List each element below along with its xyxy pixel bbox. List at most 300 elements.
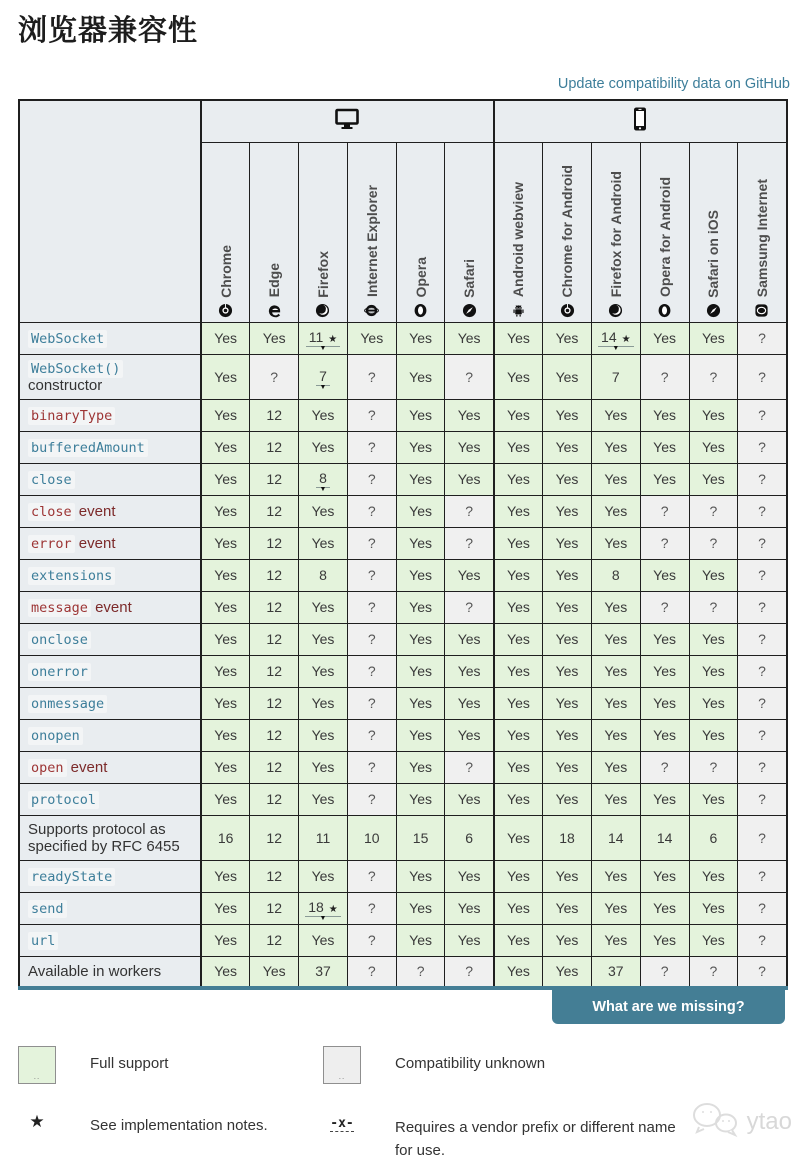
compat-cell: 12 [250, 623, 299, 655]
compat-cell: Yes [299, 751, 348, 783]
compat-cell: Yes [201, 527, 250, 559]
compat-cell: 12 [250, 655, 299, 687]
notes-expand-icon: ▼ [319, 345, 327, 352]
compat-cell: Yes [396, 399, 445, 431]
compat-cell: ? [738, 687, 787, 719]
browser-column-header [738, 142, 787, 322]
compat-cell: Yes [494, 655, 543, 687]
compat-cell: Yes [201, 655, 250, 687]
compat-cell: ? [738, 431, 787, 463]
compat-cell: 10 [347, 815, 396, 860]
compat-cell: Yes [201, 892, 250, 924]
compat-cell: Yes [396, 623, 445, 655]
compat-cell: 8 [591, 559, 640, 591]
compat-cell: Yes [396, 751, 445, 783]
compat-cell: Yes [396, 559, 445, 591]
opera-icon [657, 303, 672, 318]
row-label[interactable]: open event [19, 751, 201, 783]
browser-column-header [689, 142, 738, 322]
desktop-icon [335, 117, 359, 134]
table-row [19, 655, 787, 687]
compat-cell: Yes [640, 623, 689, 655]
compat-cell: Yes [494, 956, 543, 988]
table-row [19, 559, 787, 591]
compat-cell: ? [738, 559, 787, 591]
compat-cell: 12 [250, 495, 299, 527]
compat-cell: Yes [396, 354, 445, 399]
compat-cell: Yes [689, 463, 738, 495]
compat-cell: Yes [201, 956, 250, 988]
compat-cell: Yes [591, 751, 640, 783]
watermark [689, 1099, 792, 1144]
browser-name: Samsung Internet [753, 179, 770, 298]
compat-cell: Yes [445, 399, 494, 431]
compat-cell: ? [250, 354, 299, 399]
legend-item-vendor-prefix [323, 1108, 695, 1162]
row-label[interactable]: binaryType [19, 399, 201, 431]
table-row [19, 527, 787, 559]
legend-item-notes [18, 1108, 323, 1134]
compat-cell: ? [347, 860, 396, 892]
row-label[interactable]: close event [19, 495, 201, 527]
compat-cell: ? [738, 354, 787, 399]
row-label[interactable]: protocol [19, 783, 201, 815]
compat-cell: Yes [494, 751, 543, 783]
browser-name: Android webview [510, 182, 527, 298]
compat-cell: 12 [250, 527, 299, 559]
legend-item-unknown [323, 1046, 545, 1084]
row-label[interactable]: WebSocket [19, 322, 201, 354]
compat-cell: Yes [201, 924, 250, 956]
legend [18, 1046, 790, 1162]
compat-cell: Yes [543, 956, 592, 988]
compat-cell: Yes [543, 860, 592, 892]
compat-cell: Yes [201, 719, 250, 751]
compat-cell: ? [738, 892, 787, 924]
mobile-icon [633, 118, 647, 135]
table-row [19, 687, 787, 719]
table-row [19, 751, 787, 783]
compat-cell: 12 [250, 399, 299, 431]
compat-cell: Yes [689, 431, 738, 463]
compat-cell: ? [347, 623, 396, 655]
row-label[interactable]: message event [19, 591, 201, 623]
compat-cell: ? [347, 892, 396, 924]
compat-cell: Yes [445, 924, 494, 956]
compat-cell: Yes [396, 431, 445, 463]
notes-expand-icon: ▼ [612, 345, 620, 352]
compat-cell: Yes [543, 591, 592, 623]
compat-cell: ? [347, 399, 396, 431]
compat-cell: 37 [591, 956, 640, 988]
compat-cell: ? [347, 431, 396, 463]
compat-cell: Yes [299, 687, 348, 719]
compat-cell: 37 [299, 956, 348, 988]
compat-cell: Yes [396, 924, 445, 956]
compat-cell: Yes [591, 783, 640, 815]
compat-cell: ? [738, 399, 787, 431]
browser-name: Internet Explorer [363, 185, 380, 298]
compat-cell: Yes [494, 783, 543, 815]
legend-label: See implementation notes. [90, 1117, 268, 1134]
browser-name: Safari [461, 258, 478, 298]
compat-cell: 6 [445, 815, 494, 860]
compat-cell: Yes [201, 463, 250, 495]
compat-cell: Yes [591, 687, 640, 719]
compat-cell: Yes [591, 431, 640, 463]
compat-cell: ? [738, 815, 787, 860]
browser-name: Safari on iOS [705, 209, 722, 298]
browser-column-header [299, 142, 348, 322]
compat-cell: Yes [201, 559, 250, 591]
compat-cell: Yes [201, 399, 250, 431]
compat-cell: ? [640, 591, 689, 623]
compat-cell: Yes [494, 815, 543, 860]
compat-cell: Yes [494, 399, 543, 431]
compat-cell: 12 [250, 431, 299, 463]
notes-expand-icon: ▼ [319, 383, 327, 391]
compat-cell[interactable]: 18 ★ ▼ [299, 892, 348, 924]
compat-cell: ? [445, 495, 494, 527]
table-row [19, 495, 787, 527]
compat-cell: Yes [445, 431, 494, 463]
compat-cell: ? [347, 655, 396, 687]
browser-column-header [201, 142, 250, 322]
compat-cell: Yes [494, 924, 543, 956]
compat-cell: Yes [543, 322, 592, 354]
compat-cell: 12 [250, 751, 299, 783]
note-star-icon: ★ [328, 904, 338, 915]
compat-cell: Yes [591, 655, 640, 687]
compat-cell: ? [347, 495, 396, 527]
compat-cell: Yes [640, 924, 689, 956]
compat-cell: 7 [591, 354, 640, 399]
compat-cell: Yes [299, 783, 348, 815]
compat-cell: Yes [591, 591, 640, 623]
compat-cell: Yes [543, 527, 592, 559]
compat-cell: ? [396, 956, 445, 988]
desktop-header-cell [201, 100, 494, 142]
compat-cell: Yes [494, 623, 543, 655]
table-row [19, 399, 787, 431]
compat-cell: ? [738, 591, 787, 623]
compat-cell: Yes [640, 322, 689, 354]
row-label[interactable]: onclose [19, 623, 201, 655]
compat-cell: Yes [689, 719, 738, 751]
compat-cell: Yes [543, 687, 592, 719]
compat-cell: Yes [299, 860, 348, 892]
compat-cell: Yes [299, 623, 348, 655]
compat-cell: Yes [201, 495, 250, 527]
page-title: 浏览器兼容性 [18, 13, 199, 47]
compat-cell: Yes [591, 495, 640, 527]
compat-cell: Yes [299, 591, 348, 623]
table-row [19, 956, 787, 988]
compat-cell: Yes [689, 892, 738, 924]
table-row [19, 860, 787, 892]
table-row [19, 431, 787, 463]
firefox-icon [608, 303, 623, 318]
compat-cell: ? [347, 527, 396, 559]
compat-cell: 12 [250, 463, 299, 495]
compat-cell: ? [445, 751, 494, 783]
compat-cell: 6 [689, 815, 738, 860]
compat-cell: Yes [396, 591, 445, 623]
compat-cell: ? [738, 527, 787, 559]
legend-item-full-support [18, 1046, 323, 1084]
compat-cell: Yes [640, 655, 689, 687]
compat-cell: Yes [250, 322, 299, 354]
vendor-prefix-icon: -x- [330, 1107, 353, 1132]
compat-cell: Yes [299, 399, 348, 431]
compat-cell: Yes [689, 783, 738, 815]
device-header-row [19, 100, 787, 142]
compat-cell: ? [738, 783, 787, 815]
compat-cell: Yes [689, 655, 738, 687]
compat-cell: ? [738, 751, 787, 783]
legend-label: Compatibility unknown [395, 1055, 546, 1072]
compat-cell: Yes [494, 892, 543, 924]
compat-cell: ? [738, 322, 787, 354]
browser-name: Chrome [217, 244, 234, 298]
row-label[interactable]: bufferedAmount [19, 431, 201, 463]
compat-cell: ? [738, 924, 787, 956]
compat-cell: ? [738, 495, 787, 527]
row-label[interactable]: url [19, 924, 201, 956]
compat-cell: 11 [299, 815, 348, 860]
what-are-we-missing-button[interactable]: What are we missing? [552, 990, 785, 1024]
compat-cell: Yes [640, 399, 689, 431]
compat-cell: 18 [543, 815, 592, 860]
compat-cell: 15 [396, 815, 445, 860]
table-row [19, 322, 787, 354]
firefox-icon [315, 303, 330, 318]
compat-cell: ? [445, 354, 494, 399]
compat-cell: Yes [445, 860, 494, 892]
browser-name: Firefox [314, 250, 331, 298]
compat-cell: Yes [543, 783, 592, 815]
compat-cell: ? [689, 751, 738, 783]
compat-cell: 14 [591, 815, 640, 860]
implementation-notes-star-icon: ★ [29, 1112, 45, 1131]
browser-column-header [347, 142, 396, 322]
compat-cell: 12 [250, 687, 299, 719]
compat-cell: Yes [396, 687, 445, 719]
browser-name: Firefox for Android [607, 171, 624, 298]
compat-cell: Yes [299, 527, 348, 559]
browser-compatibility-table [18, 99, 788, 990]
compat-cell: Yes [591, 463, 640, 495]
compat-cell: Yes [445, 463, 494, 495]
compat-cell: Yes [201, 783, 250, 815]
compat-cell: 12 [250, 860, 299, 892]
compat-cell: Yes [494, 463, 543, 495]
compat-cell: Yes [201, 431, 250, 463]
watermark-text: ytao [746, 1107, 792, 1135]
compat-cell: Yes [201, 687, 250, 719]
compat-cell: ? [445, 591, 494, 623]
compat-cell: 16 [201, 815, 250, 860]
table-row [19, 623, 787, 655]
compat-cell: Yes [640, 860, 689, 892]
compat-cell: ? [640, 495, 689, 527]
compat-cell: Yes [201, 322, 250, 354]
compat-cell: ? [347, 719, 396, 751]
compat-cell: Yes [445, 322, 494, 354]
compat-cell: Yes [591, 860, 640, 892]
compat-cell: Yes [494, 322, 543, 354]
opera-icon [413, 303, 428, 318]
compat-cell: ? [689, 354, 738, 399]
notes-expand-icon: ▼ [319, 486, 327, 493]
compat-cell[interactable]: 7 ▼ [299, 354, 348, 399]
safari-icon [706, 303, 721, 318]
table-row [19, 354, 787, 399]
compat-cell: ? [689, 527, 738, 559]
compat-cell: Yes [396, 527, 445, 559]
row-label: Available in workers [19, 956, 201, 988]
compat-cell: Yes [445, 559, 494, 591]
compat-cell: ? [738, 623, 787, 655]
compat-cell: Yes [591, 623, 640, 655]
compat-cell: Yes [543, 354, 592, 399]
compat-cell: Yes [494, 527, 543, 559]
compat-cell: 12 [250, 719, 299, 751]
compat-cell: Yes [299, 924, 348, 956]
table-row [19, 591, 787, 623]
compat-cell: Yes [640, 463, 689, 495]
compat-cell: ? [640, 354, 689, 399]
compat-cell: Yes [689, 559, 738, 591]
legend-label: Full support [90, 1055, 169, 1072]
compat-cell: Yes [543, 655, 592, 687]
compat-cell: Yes [494, 687, 543, 719]
compat-cell: Yes [543, 399, 592, 431]
compat-cell: ? [347, 559, 396, 591]
compat-cell: ? [738, 655, 787, 687]
compat-cell: Yes [689, 623, 738, 655]
compat-cell: Yes [445, 719, 494, 751]
compat-cell: Yes [445, 783, 494, 815]
compat-cell: Yes [250, 956, 299, 988]
update-link-row [18, 75, 790, 93]
compat-cell[interactable]: 14 ★ ▼ [591, 322, 640, 354]
compat-cell: Yes [396, 655, 445, 687]
row-label[interactable]: WebSocket() constructor [19, 354, 201, 399]
compat-cell: Yes [543, 559, 592, 591]
browser-column-header [591, 142, 640, 322]
compat-cell: Yes [494, 495, 543, 527]
compat-cell: Yes [543, 431, 592, 463]
compat-cell: Yes [201, 623, 250, 655]
compat-cell: 12 [250, 924, 299, 956]
row-label[interactable]: error event [19, 527, 201, 559]
android-icon [511, 303, 526, 318]
row-label[interactable]: onopen [19, 719, 201, 751]
compat-cell: Yes [591, 892, 640, 924]
compat-cell: 12 [250, 591, 299, 623]
compat-cell: 8 [299, 559, 348, 591]
table-row [19, 892, 787, 924]
compat-cell: 12 [250, 559, 299, 591]
note-star-icon: ★ [328, 334, 338, 345]
browser-column-header [396, 142, 445, 322]
compat-cell: Yes [591, 924, 640, 956]
compat-cell: Yes [640, 719, 689, 751]
compat-cell: Yes [591, 399, 640, 431]
compat-cell: Yes [201, 751, 250, 783]
note-star-icon: ★ [621, 334, 631, 345]
legend-label: Requires a vendor prefix or different name for use. [395, 1119, 676, 1159]
compat-cell[interactable]: 8 ▼ [299, 463, 348, 495]
compat-cell: ? [347, 924, 396, 956]
browser-name: Opera for Android [656, 177, 673, 298]
compat-cell: Yes [689, 322, 738, 354]
compat-cell[interactable]: 11 ★ ▼ [299, 322, 348, 354]
compat-cell: Yes [543, 924, 592, 956]
browser-column-header [543, 142, 592, 322]
compat-cell: ? [347, 956, 396, 988]
compat-cell: Yes [299, 655, 348, 687]
compat-cell: Yes [396, 783, 445, 815]
mobile-header-cell [494, 100, 787, 142]
compat-cell: ? [689, 591, 738, 623]
compat-cell: Yes [543, 719, 592, 751]
compat-cell: ? [347, 687, 396, 719]
compat-cell: Yes [201, 354, 250, 399]
compat-cell: ? [738, 860, 787, 892]
compat-cell: Yes [299, 719, 348, 751]
row-label[interactable]: extensions [19, 559, 201, 591]
compat-cell: Yes [445, 687, 494, 719]
compat-cell: Yes [494, 431, 543, 463]
row-label[interactable]: onerror [19, 655, 201, 687]
compat-cell: Yes [591, 719, 640, 751]
compat-cell: Yes [543, 495, 592, 527]
samsung-internet-icon [754, 303, 769, 318]
row-label[interactable]: close [19, 463, 201, 495]
compat-cell: Yes [494, 719, 543, 751]
compat-cell: 12 [250, 892, 299, 924]
row-label[interactable]: onmessage [19, 687, 201, 719]
row-label[interactable]: readyState [19, 860, 201, 892]
compat-cell: ? [347, 783, 396, 815]
compat-cell: 14 [640, 815, 689, 860]
internet-explorer-icon [364, 303, 379, 318]
browser-name: Edge [266, 263, 283, 298]
compat-cell: ? [738, 956, 787, 988]
compat-cell: ? [640, 956, 689, 988]
update-compat-data-link[interactable]: Update compatibility data on GitHub [557, 76, 790, 92]
compat-cell: Yes [494, 559, 543, 591]
table-row [19, 815, 787, 860]
full-support-swatch: .. [18, 1046, 56, 1084]
chrome-icon [218, 303, 233, 318]
compat-cell: Yes [396, 860, 445, 892]
compat-cell: 12 [250, 783, 299, 815]
compat-cell: Yes [347, 322, 396, 354]
compat-cell: Yes [640, 892, 689, 924]
row-label[interactable]: send [19, 892, 201, 924]
compat-cell: ? [445, 956, 494, 988]
compat-cell: Yes [445, 892, 494, 924]
edge-icon [267, 303, 282, 318]
compat-cell: ? [445, 527, 494, 559]
notes-expand-icon: ▼ [319, 915, 327, 922]
compat-cell: ? [738, 719, 787, 751]
row-label: Supports protocol as specified by RFC 6455 [19, 815, 201, 860]
table-footer [18, 990, 785, 1024]
